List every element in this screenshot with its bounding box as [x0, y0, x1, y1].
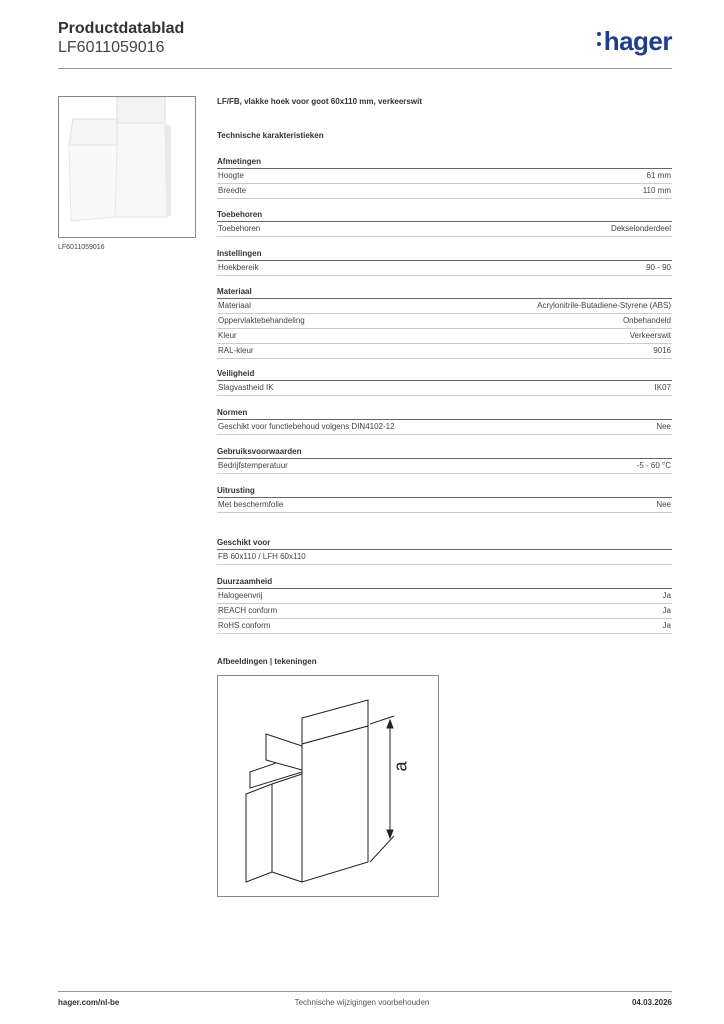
- spec-row: [217, 589, 672, 604]
- section-uitrusting: [217, 485, 672, 513]
- spec-key: Met beschermfolie: [218, 500, 284, 509]
- footer-note: Technische wijzigingen voorbehouden: [294, 998, 430, 1007]
- spec-value: 110 mm: [642, 186, 671, 195]
- header-divider: [58, 68, 672, 69]
- section-veiligheid: [217, 368, 672, 396]
- section-title: Instellingen: [217, 248, 672, 261]
- hager-logo: [597, 26, 672, 57]
- spec-row: [217, 222, 672, 237]
- spec-value: Ja: [662, 591, 671, 600]
- spec-value: Verkeerswit: [629, 331, 671, 340]
- spec-value: Nee: [656, 500, 671, 509]
- technical-characteristics-heading: Technische karakteristieken: [217, 131, 324, 140]
- dimension-label: a: [390, 761, 411, 772]
- section-title: Gebruiksvoorwaarden: [217, 446, 672, 459]
- spec-row: [217, 604, 672, 619]
- document-header: [58, 20, 672, 68]
- section-geschikt-voor: [217, 537, 672, 565]
- document-title: Productdatablad: [58, 20, 185, 37]
- spec-key: Halogeenvrij: [218, 591, 263, 600]
- spec-key: Kleur: [218, 331, 237, 340]
- spec-key: Oppervlaktebehandeling: [218, 316, 305, 325]
- spec-row: [217, 261, 672, 276]
- technical-drawing: [217, 675, 439, 897]
- spec-row: [217, 299, 672, 314]
- section-title: Afbeeldingen | tekeningen: [217, 657, 317, 666]
- spec-row: [217, 314, 672, 329]
- section-materiaal: [217, 286, 672, 359]
- logo-dots-icon: [597, 26, 602, 46]
- spec-value: 61 mm: [646, 171, 671, 180]
- spec-row: [217, 329, 672, 344]
- spec-value: -5 - 60 °C: [636, 461, 671, 470]
- section-title: Toebehoren: [217, 209, 672, 222]
- section-title: Normen: [217, 407, 672, 420]
- spec-key: RoHS conform: [218, 621, 271, 630]
- spec-key: Slagvastheid IK: [218, 383, 274, 392]
- product-description: LF/FB, vlakke hoek voor goot 60x110 mm, verkeerswit: [217, 97, 422, 106]
- spec-key: REACH conform: [218, 606, 278, 615]
- spec-key: Toebehoren: [218, 224, 261, 233]
- spec-key: Breedte: [218, 186, 247, 195]
- spec-key: FB 60x110 / LFH 60x110: [218, 552, 306, 561]
- section-title: Uitrusting: [217, 485, 672, 498]
- spec-value: Ja: [662, 621, 671, 630]
- spec-value: Dekselonderdeel: [610, 224, 671, 233]
- spec-value: 90 - 90: [646, 263, 671, 272]
- section-normen: [217, 407, 672, 435]
- spec-row: [217, 550, 672, 565]
- spec-value: Onbehandeld: [622, 316, 671, 325]
- spec-key: RAL-kleur: [218, 346, 254, 355]
- spec-row: [217, 459, 672, 474]
- spec-value: IK07: [654, 383, 671, 392]
- spec-value: Nee: [656, 422, 671, 431]
- corner-drawing-icon: [218, 676, 438, 896]
- footer-website-link[interactable]: hager.com/nl-be: [58, 998, 120, 1007]
- section-title: Afmetingen: [217, 156, 672, 169]
- spec-key: Hoekbereik: [218, 263, 259, 272]
- spec-row: [217, 184, 672, 199]
- spec-value: Ja: [662, 606, 671, 615]
- product-code: LF6011059016: [58, 39, 165, 56]
- section-duurzaamheid: [217, 576, 672, 634]
- logo-text: hager: [603, 26, 672, 56]
- spec-row: [217, 498, 672, 513]
- spec-value: Acrylonitrile-Butadiene-Styrene (ABS): [537, 301, 671, 310]
- spec-row: [217, 619, 672, 634]
- footer-date: 04.03.2026: [631, 998, 672, 1007]
- spec-key: Geschikt voor functiebehoud volgens DIN4102-12: [218, 422, 395, 431]
- spec-value: 9016: [653, 346, 671, 355]
- spec-row: [217, 420, 672, 435]
- section-title: Veiligheid: [217, 368, 672, 381]
- section-gebruiksvoorwaarden: [217, 446, 672, 474]
- section-title: Duurzaamheid: [217, 576, 672, 589]
- section-afmetingen: [217, 156, 672, 199]
- spec-key: Bedrijfstemperatuur: [218, 461, 288, 470]
- section-afbeeldingen: [217, 656, 672, 668]
- section-title: Geschikt voor: [217, 537, 672, 550]
- spec-row: [217, 381, 672, 396]
- spec-row: [217, 344, 672, 359]
- section-instellingen: [217, 248, 672, 276]
- image-caption: LF6011059016: [58, 244, 105, 251]
- section-title: Materiaal: [217, 286, 672, 299]
- spec-key: Materiaal: [218, 301, 251, 310]
- section-toebehoren: [217, 209, 672, 237]
- product-image: [58, 96, 196, 238]
- spec-key: Hoogte: [218, 171, 244, 180]
- spec-row: [217, 169, 672, 184]
- footer-divider: [58, 991, 672, 992]
- product-photo-icon: [59, 97, 195, 237]
